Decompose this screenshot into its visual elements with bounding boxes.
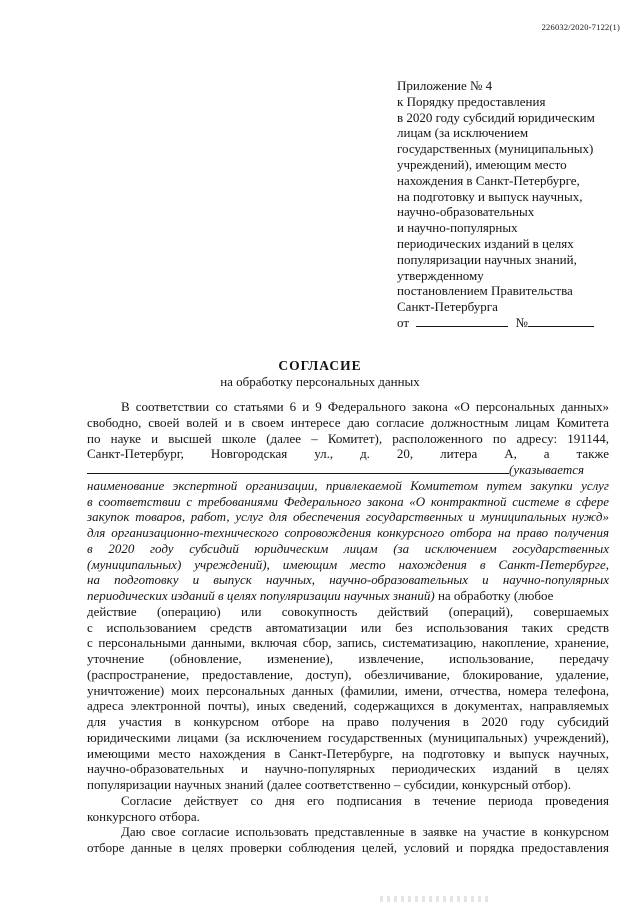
body-line: Даю свое согласие использовать представленные в заявке на участие в конкурсном [121,824,609,840]
body-italic-text: периодических изданий в целях популяризации научных знаний) [87,588,435,603]
appendix-line: утвержденному [397,267,484,283]
body-italic-line: (муниципальных) учреждений), имеющим место нахождения в Санкт-Петербурге, [87,556,609,572]
body-line: уничтожение) моих персональных данных (фамилии, имени, отчества, номера телефона, [87,682,609,698]
document-number: 226032/2020-7122(1) [541,22,620,32]
body-line: В соответствии со статьями 6 и 9 Федерального закона «О персональных данных» [121,399,609,414]
body-line: с использованием средств автоматизации или без использования таких средств [87,619,609,635]
appendix-block [397,78,609,331]
appendix-line: периодических изданий в целях [397,235,574,251]
body-line: Санкт-Петербург, Новгородская ул., д. 20, литера А, а также [87,446,609,462]
appendix-date-line [397,315,609,331]
consent-body [87,399,609,856]
appendix-line: на подготовку и выпуск научных, [397,188,583,204]
body-line: научно-образовательных и научно-популярных периодических изданий в целях [87,761,609,777]
body-mixed-line [87,588,609,604]
appendix-line: в 2020 году субсидий юридическим [397,109,595,125]
body-line: юридическими лицами (за исключением государственных (муниципальных) учреждений), [87,729,609,745]
body-line: (распространение, предоставление, доступ), обезличивание, блокирование, удаление, [87,666,609,682]
body-line: популяризации научных знаний (далее соответственно – субсидии, конкурсный отбор). [87,777,571,792]
appendix-line: нахождения в Санкт-Петербурге, [397,172,580,188]
body-italic-line: наименование экспертной организации, привлекаемой Комитетом путем закупки услуг [87,477,609,493]
appendix-number-label: № [515,314,528,330]
organization-blank [87,462,509,474]
body-line: конкурсного отбора. [87,808,200,824]
body-line: по науке и высшей школе (далее – Комитет), расположенного по адресу: 191144, [87,430,609,446]
body-line: свободно, своей волей и в своем интересе даю согласие должностным лицам Комитета [87,414,609,430]
body-line: имеющими место нахождения в Санкт-Петербурге, на подготовку и выпуск научных, [87,745,609,761]
body-text: на обработку (любое [434,588,554,603]
body-line: для участия в конкурсном отборе на право получения в 2020 году субсидий [87,714,609,729]
appendix-line: к Порядку предоставления [397,93,546,109]
body-italic-text: (указывается [509,462,585,477]
body-italic-line: в соответствии с требованиями Федерального закона «О контрактной системе в сфере [87,493,609,509]
body-line: действие (операцию) или совокупность действий (операций), совершаемых [87,603,609,619]
appendix-line: лицам (за исключением [397,125,529,141]
number-blank [528,315,594,327]
appendix-from-label: от [397,314,410,330]
body-italic-line: на подготовку и выпуск научных, научно-образовательных и научно-популярных [87,572,609,588]
body-line: уточнение (обновление, изменение), извлечение, использование, передачу [87,651,609,666]
appendix-line: популяризации научных знаний, [397,251,577,267]
page-subtitle: на обработку персональных данных [220,374,420,389]
scan-artifact [380,896,490,902]
appendix-line: Санкт-Петербурга [397,299,498,315]
body-line: с персональными данными, включая сбор, запись, систематизацию, накопление, хранение, [87,635,609,651]
appendix-line: Приложение № 4 [397,78,493,93]
body-line-blank [87,462,609,478]
body-line: отборе данные в целях проверки соблюдения целей, условий и порядка предоставления [87,840,609,855]
appendix-line: государственных (муниципальных) [397,141,594,157]
appendix-line: и научно-популярных [397,220,518,236]
body-italic-line: в 2020 году субсидий юридическим лицам (за исключением государственных [87,540,609,556]
title-block [0,358,640,390]
appendix-line: научно-образовательных [397,204,535,220]
date-blank [416,315,508,327]
body-italic-line: закупок товаров, работ, услуг для обеспечения государственных и муниципальных нужд» [87,509,609,525]
appendix-line: постановлением Правительства [397,283,573,299]
page-title: СОГЛАСИЕ [278,358,362,373]
appendix-line: учреждений), имеющим место [397,156,567,172]
body-italic-line: для организационно-технического сопровождения конкурсного отбора на право получения [87,525,609,540]
body-line: Согласие действует со дня его подписания в течение периода проведения [121,792,609,808]
body-line: адреса электронной почты), иных сведений, содержащихся в документах, направляемых [87,698,609,714]
